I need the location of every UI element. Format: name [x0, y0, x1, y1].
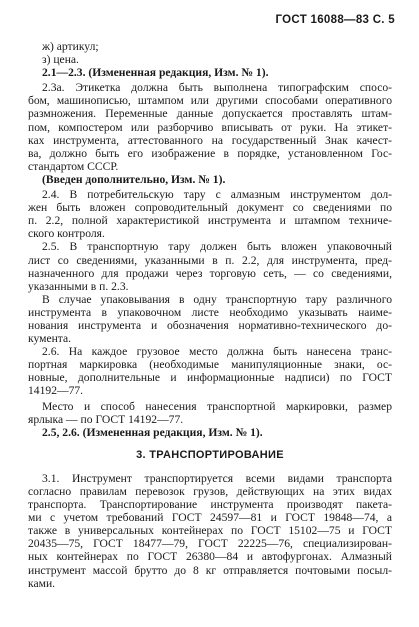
paragraph-packing-line: инструмента в упаковочном листе необходимо указывать наиме-	[28, 305, 392, 319]
paragraph-2-3a-line: стандартом СССР.	[28, 159, 119, 173]
paragraph-2-4-line: жен быть вложен сопроводительный документ со сведениями по	[28, 201, 392, 215]
paragraph-2-4-line: ского контроля.	[28, 227, 105, 241]
paragraph-3-1-line: транспорта. Транспортирование инструмента производят пакета-	[28, 498, 392, 512]
paragraph-3-1-line: ных контейнерах по ГОСТ 26380—84 и автофургонах. Алмазный	[28, 550, 392, 564]
paragraph-2-3a-line: размножения. Переменные данные допускается проставлять штам-	[28, 107, 392, 121]
paragraph-3-1-line: ками.	[28, 576, 56, 590]
list-item-price: з) цена.	[42, 53, 79, 67]
amendment-note-2-1: 2.1—2.3. (Измененная редакция, Изм. № 1).	[42, 66, 269, 80]
paragraph-3-1-line: ми с учетом требований ГОСТ 24597—81 и ГОСТ 19848—74, а	[28, 511, 392, 525]
paragraph-2-6-line: 2.6. На каждое грузовое место должна быть нанесена транс-	[42, 345, 392, 359]
section-heading-transport: 3. ТРАНСПОРТИРОВАНИЕ	[136, 448, 284, 461]
paragraph-2-3a-line: пом, компостером или разборчиво вписывать от руки. На этикет-	[28, 120, 392, 134]
paragraph-marking-line: ярлыка — по ГОСТ 14192—77.	[28, 412, 184, 426]
page-header: ГОСТ 16088—83 С. 5	[275, 14, 395, 26]
paragraph-2-6-line: новные, дополнительные и информационные надписи) по ГОСТ	[28, 371, 392, 385]
paragraph-2-6-line: 14192—77.	[28, 384, 84, 398]
paragraph-2-6-line: портная маркировка (необходимые манипуляционные знаки, ос-	[28, 358, 392, 372]
paragraph-2-3a-line: ках инструмента, аттестованного на государственный Знак качест-	[28, 133, 392, 147]
paragraph-packing-line: кумента.	[28, 332, 72, 346]
paragraph-packing-line: В случае упаковывания в одну транспортную тару различного	[42, 292, 392, 306]
amendment-note-introduced: (Введен дополнительно, Изм. № 1).	[42, 172, 226, 186]
paragraph-2-4-line: п. 2.2, полной характеристикой инструмента и штампом техниче-	[28, 214, 392, 228]
amendment-note-2-5: 2.5, 2.6. (Измененная редакция, Изм. № 1).	[42, 425, 263, 439]
paragraph-2-3a-line: бом, машинописью, штампом или другими способами оперативного	[28, 94, 392, 108]
paragraph-2-5-line: 2.5. В транспортную тару должен быть вложен упаковочный	[42, 240, 392, 254]
paragraph-2-5-line: лист со сведениями, указанными в п. 2.2, для инструмента, пред-	[28, 253, 392, 267]
paragraph-3-1-line: инструмент массой брутто до 8 кг отправляется почтовыми посыл-	[28, 563, 392, 577]
paragraph-packing-line: нования инструмента и обозначения нормативно-технического до-	[28, 318, 392, 332]
paragraph-3-1-line: 20435—75, ГОСТ 18477—79, ГОСТ 22225—76, специализирован-	[28, 537, 392, 551]
paragraph-2-5-line: назначенного для продажи через торговую сеть, — со сведениями,	[28, 266, 392, 280]
list-item-article: ж) артикул;	[42, 40, 99, 53]
paragraph-2-5-line: указанными в п. 2.3.	[28, 279, 129, 293]
paragraph-3-1-line: согласно правилам перевозок грузов, действующих на этих видах	[28, 485, 392, 498]
paragraph-2-4-line: 2.4. В потребительскую тару с алмазным инструментом дол-	[42, 188, 392, 202]
paragraph-marking-line: Место и способ нанесения транспортной маркировки, размер	[42, 399, 392, 413]
paragraph-3-1-line: 3.1. Инструмент транспортируется всеми видами транспорта	[42, 471, 392, 485]
document-body	[28, 40, 392, 590]
paragraph-3-1-line: также в универсальных контейнерах по ГОСТ 15102—75 и ГОСТ	[28, 524, 392, 538]
paragraph-2-3a-line: ва, должно быть его изображение в порядке, установленном Гос-	[28, 146, 392, 160]
paragraph-2-3a-line: 2.3а. Этикетка должна быть выполнена типографским спосо-	[42, 81, 392, 95]
